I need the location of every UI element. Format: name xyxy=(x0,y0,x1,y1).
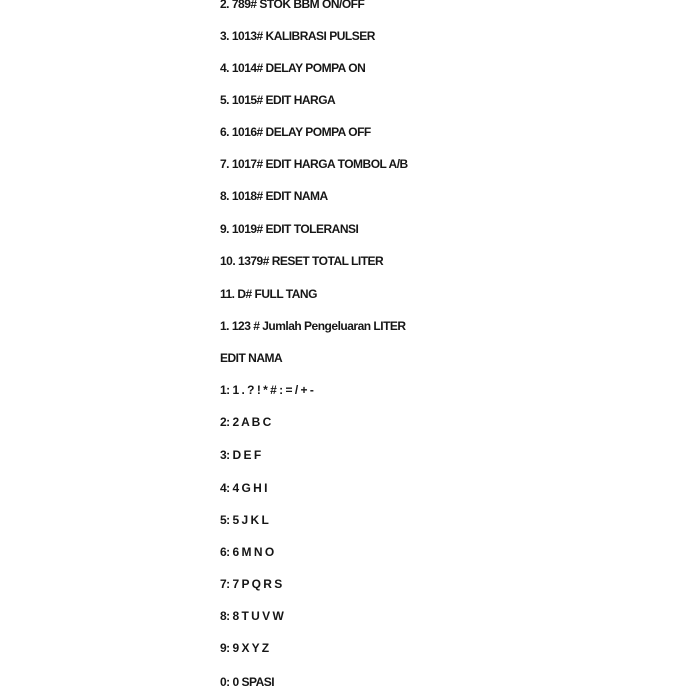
text-line: 10. 1379# RESET TOTAL LITER xyxy=(220,254,384,268)
text-line: 0: 0 SPASI xyxy=(220,675,275,689)
text-line: 3. 1013# KALIBRASI PULSER xyxy=(220,29,375,43)
section-heading: EDIT NAMA xyxy=(220,351,283,365)
text-line: 9. 1019# EDIT TOLERANSI xyxy=(220,222,359,236)
text-line: 1. 123 # Jumlah Pengeluaran LITER xyxy=(220,319,406,333)
text-line: 11. D# FULL TANG xyxy=(220,287,317,301)
text-line: 6: 6 M N O xyxy=(220,545,274,559)
text-line: 3: D E F xyxy=(220,448,261,462)
text-line: 2: 2 A B C xyxy=(220,415,271,429)
text-line: 4: 4 G H I xyxy=(220,481,268,495)
text-line: 8. 1018# EDIT NAMA xyxy=(220,189,328,203)
text-line: 1: 1 . ? ! * # : = / + - xyxy=(220,383,314,397)
text-line: 8: 8 T U V W xyxy=(220,609,284,623)
text-line: 7. 1017# EDIT HARGA TOMBOL A/B xyxy=(220,157,408,171)
text-line: 4. 1014# DELAY POMPA ON xyxy=(220,61,366,75)
text-line: 5: 5 J K L xyxy=(220,513,269,527)
text-line: 9: 9 X Y Z xyxy=(220,641,269,655)
text-line: 2. 789# STOK BBM ON/OFF xyxy=(220,0,365,11)
text-line: 5. 1015# EDIT HARGA xyxy=(220,93,336,107)
text-line: 7: 7 P Q R S xyxy=(220,577,282,591)
text-line: 6. 1016# DELAY POMPA OFF xyxy=(220,125,371,139)
